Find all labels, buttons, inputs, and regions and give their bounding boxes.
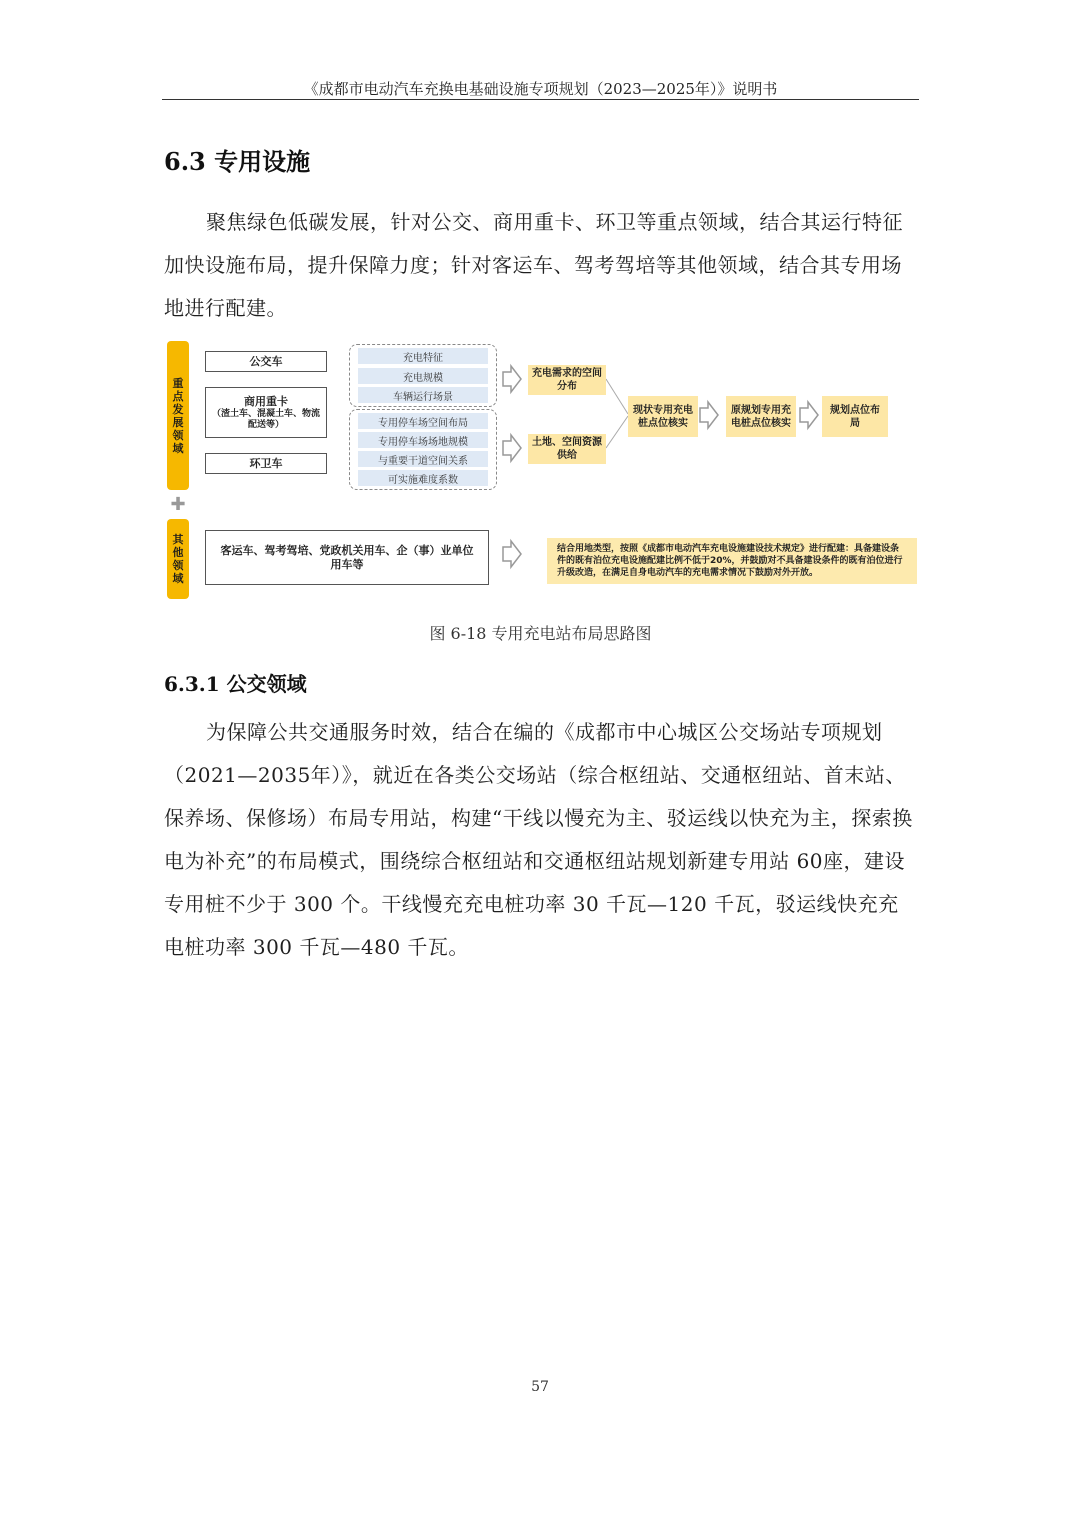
- step-planned-verify-box: 原规划专用充电桩点位核实: [726, 396, 796, 437]
- running-header: 《成都市电动汽车充换电基础设施专项规划（2023—2025年）》说明书: [303, 80, 778, 98]
- layout-flow-diagram: [0, 0, 1080, 620]
- hollow-right-arrow-icon: [503, 435, 521, 461]
- factor-item: 专用停车场空间布局: [358, 413, 488, 429]
- subsection-heading: 6.3.1 公交领域: [164, 672, 307, 696]
- outcome-demand-box: 充电需求的空间分布: [528, 365, 606, 395]
- factor-item: 充电规模: [358, 368, 488, 384]
- page-number: 57: [531, 1379, 549, 1395]
- figure-caption: 图 6-18 专用充电站布局思路图: [429, 624, 652, 643]
- factor-item: 专用停车场场地规模: [358, 432, 488, 448]
- connector-layer: [0, 0, 1080, 620]
- step-layout-box: 规划点位布局: [822, 396, 888, 437]
- vehicle-sanitation-box: 环卫车: [205, 453, 327, 474]
- factor-item: 车辆运行场景: [358, 387, 488, 403]
- other-rule-box: 结合用地类型，按照《成都市电动汽车充电设施建设技术规定》进行配建：具备建设条件的既有泊位充电设施配建比例不低于20%，并鼓励对不具备建设条件的既有泊位进行升级改造，在满足自身电动汽车的充电需求情况下鼓励对外开放。: [547, 538, 917, 584]
- hollow-right-arrow-icon: [800, 402, 818, 428]
- connector-line: [606, 416, 628, 448]
- key-areas-label: 重点发展领域: [167, 341, 189, 490]
- other-areas-label: 其他领域: [167, 519, 189, 599]
- plus-icon: ✚: [170, 494, 186, 515]
- factor-item: 与重要干道空间关系: [358, 451, 488, 467]
- vehicle-truck-box: 商用重卡 （渣土车、混凝土车、物流配送等）: [205, 387, 327, 438]
- section-heading: 6.3 专用设施: [164, 147, 311, 176]
- subsection-body-paragraph: 为保障公共交通服务时效，结合在编的《成都市中心城区公交场站专项规划（2021—2035年）》，就近在各类公交场站（综合枢纽站、交通枢纽站、首末站、保养场、保修场）布局专用站，构建“干线以慢充为主、驳运线以快充为主，探索换电为补充”的布局模式，围绕综合枢纽站和交通枢纽站规划新建专用站 60座，建设专用桩不少于 300 个。干线慢充充电桩功率 30 千瓦—120 千瓦，驳运线快充充电桩功率 300 千瓦—480 千瓦。: [164, 720, 913, 959]
- other-vehicles-box: 客运车、驾考驾培、党政机关用车、企（事）业单位用车等: [205, 530, 489, 585]
- factor-item: 可实施难度系数: [358, 470, 488, 486]
- outcome-supply-box: 土地、空间资源供给: [528, 434, 606, 464]
- hollow-right-arrow-icon: [503, 541, 521, 567]
- hollow-right-arrow-icon: [700, 402, 718, 428]
- connector-line: [606, 379, 628, 414]
- factor-item: 充电特征: [358, 348, 488, 364]
- vehicle-bus-box: 公交车: [205, 351, 327, 372]
- step-existing-verify-box: 现状专用充电桩点位核实: [628, 396, 698, 437]
- hollow-right-arrow-icon: [503, 366, 521, 392]
- section-intro-paragraph: 聚焦绿色低碳发展，针对公交、商用重卡、环卫等重点领域，结合其运行特征加快设施布局，提升保障力度；针对客运车、驾考驾培等其他领域，结合其专用场地进行配建。: [164, 210, 903, 320]
